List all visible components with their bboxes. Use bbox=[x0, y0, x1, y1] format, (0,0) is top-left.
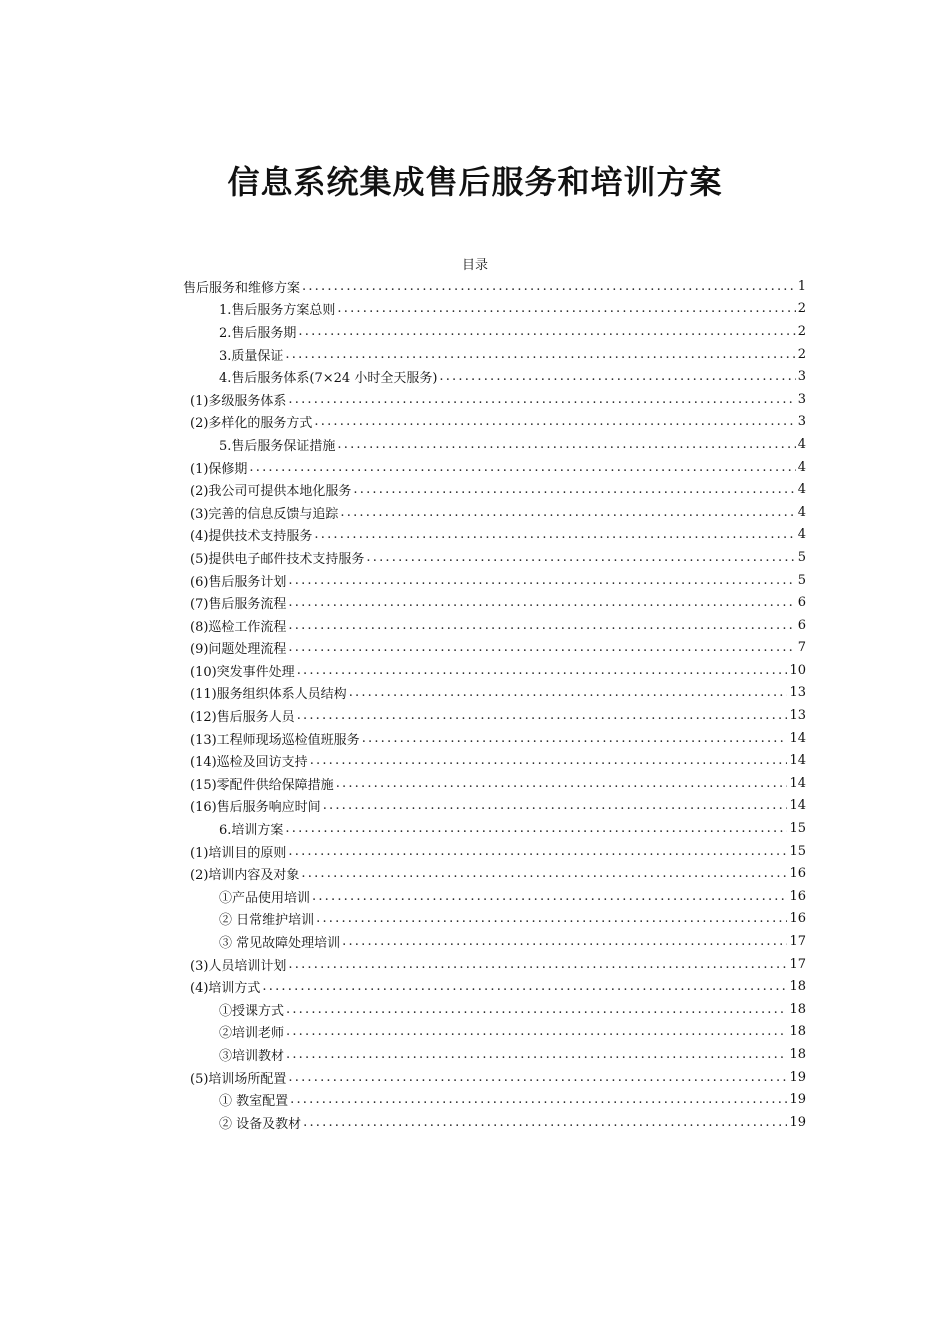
toc-entry-page: 2 bbox=[797, 323, 806, 339]
toc-entry-text: (1)保修期 bbox=[190, 461, 248, 477]
toc-entry[interactable] bbox=[183, 953, 806, 976]
toc-leader-dots bbox=[286, 1002, 787, 1017]
toc-entry-page: 16 bbox=[789, 866, 806, 882]
toc-entry-page: 5 bbox=[797, 572, 806, 588]
toc-entry[interactable] bbox=[183, 1088, 806, 1111]
toc-entry-page: 1 bbox=[797, 278, 806, 294]
toc-entry-page: 5 bbox=[797, 549, 806, 565]
toc-entry-page: 16 bbox=[789, 911, 806, 927]
toc-entry-page: 15 bbox=[789, 821, 806, 837]
toc-entry-page: 4 bbox=[797, 482, 806, 498]
toc-entry-text: (2)多样化的服务方式 bbox=[190, 416, 313, 432]
toc-entry-text: ① 教室配置 bbox=[219, 1094, 289, 1110]
toc-entry-text: (4)培训方式 bbox=[190, 981, 261, 997]
toc-entry[interactable] bbox=[183, 998, 806, 1021]
toc-entry[interactable] bbox=[183, 569, 806, 592]
toc-leader-dots bbox=[297, 708, 788, 723]
toc-entry-page: 17 bbox=[789, 934, 806, 950]
toc-leader-dots bbox=[288, 957, 787, 972]
toc-entry[interactable] bbox=[183, 908, 806, 931]
toc-entry[interactable] bbox=[183, 727, 806, 750]
toc-leader-dots bbox=[288, 573, 795, 588]
toc-entry-page: 3 bbox=[797, 391, 806, 407]
toc-entry-page: 19 bbox=[789, 1092, 806, 1108]
toc-entry[interactable] bbox=[183, 388, 806, 411]
toc-entry-page: 18 bbox=[789, 1001, 806, 1017]
toc-entry[interactable] bbox=[183, 433, 806, 456]
toc-entry-text: 1.售后服务方案总则 bbox=[219, 303, 336, 319]
toc-entry-page: 4 bbox=[797, 504, 806, 520]
toc-entry-page: 14 bbox=[789, 730, 806, 746]
toc-entry-text: 售后服务和维修方案 bbox=[183, 280, 301, 296]
toc-leader-dots bbox=[314, 414, 795, 429]
toc-entry-text: (12)售后服务人员 bbox=[190, 710, 295, 726]
toc-entry[interactable] bbox=[183, 975, 806, 998]
toc-entry-text: (2)我公司可提供本地化服务 bbox=[190, 484, 352, 500]
table-of-contents bbox=[183, 275, 806, 1134]
toc-leader-dots bbox=[353, 482, 795, 497]
toc-entry-text: (5)提供电子邮件技术支持服务 bbox=[190, 551, 365, 567]
toc-entry-text: ③培训教材 bbox=[219, 1048, 285, 1064]
toc-entry-text: (2)培训内容及对象 bbox=[190, 868, 300, 884]
toc-leader-dots bbox=[316, 911, 787, 926]
toc-entry[interactable] bbox=[183, 1021, 806, 1044]
toc-leader-dots bbox=[366, 550, 795, 565]
toc-entry-page: 14 bbox=[789, 775, 806, 791]
toc-entry[interactable] bbox=[183, 320, 806, 343]
toc-entry[interactable] bbox=[183, 591, 806, 614]
toc-entry-page: 4 bbox=[797, 459, 806, 475]
toc-entry-page: 6 bbox=[797, 595, 806, 611]
toc-leader-dots bbox=[342, 934, 787, 949]
toc-entry[interactable] bbox=[183, 501, 806, 524]
toc-entry-page: 19 bbox=[789, 1114, 806, 1130]
toc-entry-text: (1)培训目的原则 bbox=[190, 845, 287, 861]
toc-entry-text: (3)人员培训计划 bbox=[190, 958, 287, 974]
toc-entry[interactable] bbox=[183, 637, 806, 660]
toc-entry-page: 14 bbox=[789, 753, 806, 769]
toc-entry-text: 3.质量保证 bbox=[219, 348, 284, 364]
toc-entry-text: 5.售后服务保证措施 bbox=[219, 438, 336, 454]
toc-entry[interactable] bbox=[183, 478, 806, 501]
toc-entry[interactable] bbox=[183, 772, 806, 795]
toc-entry[interactable] bbox=[183, 614, 806, 637]
toc-entry-text: 6.培训方案 bbox=[219, 823, 284, 839]
toc-entry[interactable] bbox=[183, 749, 806, 772]
toc-entry[interactable] bbox=[183, 456, 806, 479]
toc-entry-page: 4 bbox=[797, 436, 806, 452]
toc-entry-page: 18 bbox=[789, 979, 806, 995]
toc-entry-text: (15)零配件供给保障措施 bbox=[190, 777, 334, 793]
toc-entry-text: (11)服务组织体系人员结构 bbox=[190, 687, 347, 703]
toc-leader-dots bbox=[312, 889, 787, 904]
toc-entry-page: 7 bbox=[797, 640, 806, 656]
toc-entry-text: ② 日常维护培训 bbox=[219, 913, 315, 929]
toc-leader-dots bbox=[288, 618, 795, 633]
toc-leader-dots bbox=[288, 392, 795, 407]
toc-leader-dots bbox=[288, 595, 795, 610]
toc-entry-page: 14 bbox=[789, 798, 806, 814]
toc-leader-dots bbox=[297, 663, 788, 678]
toc-entry-page: 16 bbox=[789, 888, 806, 904]
toc-entry-text: (5)培训场所配置 bbox=[190, 1071, 287, 1087]
toc-entry-text: (9)问题处理流程 bbox=[190, 642, 287, 658]
toc-entry-text: (6)售后服务计划 bbox=[190, 574, 287, 590]
toc-entry-text: (13)工程师现场巡检值班服务 bbox=[190, 732, 360, 748]
toc-leader-dots bbox=[310, 753, 788, 768]
toc-entry[interactable] bbox=[183, 275, 806, 298]
toc-leader-dots bbox=[303, 1115, 787, 1130]
toc-entry[interactable] bbox=[183, 885, 806, 908]
toc-leader-dots bbox=[340, 505, 795, 520]
toc-entry-text: (14)巡检及回访支持 bbox=[190, 755, 308, 771]
toc-leader-dots bbox=[249, 460, 795, 475]
toc-entry-text: ③ 常见故障处理培训 bbox=[219, 936, 341, 952]
toc-leader-dots bbox=[314, 527, 795, 542]
toc-entry[interactable] bbox=[183, 817, 806, 840]
toc-entry[interactable] bbox=[183, 682, 806, 705]
toc-entry[interactable] bbox=[183, 1066, 806, 1089]
toc-entry-page: 15 bbox=[789, 843, 806, 859]
toc-entry[interactable] bbox=[183, 546, 806, 569]
toc-entry[interactable] bbox=[183, 411, 806, 434]
toc-entry[interactable] bbox=[183, 704, 806, 727]
toc-leader-dots bbox=[286, 1047, 787, 1062]
toc-entry-page: 18 bbox=[789, 1024, 806, 1040]
toc-leader-dots bbox=[439, 369, 795, 384]
toc-entry-text: (10)突发事件处理 bbox=[190, 664, 295, 680]
toc-leader-dots bbox=[337, 301, 795, 316]
toc-entry-page: 18 bbox=[789, 1046, 806, 1062]
toc-entry-page: 19 bbox=[789, 1069, 806, 1085]
toc-leader-dots bbox=[290, 1092, 787, 1107]
toc-entry[interactable] bbox=[183, 840, 806, 863]
toc-leader-dots bbox=[286, 1024, 787, 1039]
toc-entry-page: 4 bbox=[797, 527, 806, 543]
toc-entry[interactable] bbox=[183, 1043, 806, 1066]
toc-leader-dots bbox=[285, 347, 795, 362]
toc-entry-page: 2 bbox=[797, 346, 806, 362]
toc-entry-text: (7)售后服务流程 bbox=[190, 597, 287, 613]
toc-entry[interactable] bbox=[183, 930, 806, 953]
toc-leader-dots bbox=[337, 437, 795, 452]
toc-entry[interactable] bbox=[183, 795, 806, 818]
toc-leader-dots bbox=[288, 844, 787, 859]
toc-entry-text: ② 设备及教材 bbox=[219, 1116, 302, 1132]
toc-entry-page: 6 bbox=[797, 617, 806, 633]
toc-leader-dots bbox=[262, 979, 787, 994]
toc-entry[interactable] bbox=[183, 862, 806, 885]
toc-entry-text: 2.售后服务期 bbox=[219, 325, 297, 341]
toc-leader-dots bbox=[349, 685, 788, 700]
toc-entry-text: (1)多级服务体系 bbox=[190, 393, 287, 409]
toc-entry[interactable] bbox=[183, 524, 806, 547]
toc-entry[interactable] bbox=[183, 659, 806, 682]
toc-entry-text: ①授课方式 bbox=[219, 1003, 285, 1019]
toc-heading: 目录 bbox=[461, 258, 488, 273]
toc-leader-dots bbox=[298, 324, 795, 339]
toc-entry-text: 4.售后服务体系(7×24 小时全天服务) bbox=[219, 371, 438, 387]
toc-entry-page: 13 bbox=[789, 708, 806, 724]
document-title: 信息系统集成售后服务和培训方案 bbox=[227, 163, 723, 202]
toc-entry-text: (3)完善的信息反馈与追踪 bbox=[190, 506, 339, 522]
toc-entry-page: 2 bbox=[797, 301, 806, 317]
toc-leader-dots bbox=[302, 279, 796, 294]
toc-leader-dots bbox=[301, 866, 787, 881]
toc-leader-dots bbox=[288, 1070, 787, 1085]
toc-entry-text: ②培训老师 bbox=[219, 1026, 285, 1042]
toc-leader-dots bbox=[285, 821, 787, 836]
toc-leader-dots bbox=[323, 798, 788, 813]
toc-entry-page: 13 bbox=[789, 685, 806, 701]
toc-entry-text: (8)巡检工作流程 bbox=[190, 619, 287, 635]
toc-entry-page: 17 bbox=[789, 956, 806, 972]
toc-entry-text: (4)提供技术支持服务 bbox=[190, 529, 313, 545]
toc-entry-text: (16)售后服务响应时间 bbox=[190, 800, 321, 816]
toc-leader-dots bbox=[362, 731, 788, 746]
toc-entry-page: 3 bbox=[797, 414, 806, 430]
toc-leader-dots bbox=[336, 776, 788, 791]
toc-entry[interactable] bbox=[183, 365, 806, 388]
toc-entry-text: ①产品使用培训 bbox=[219, 890, 311, 906]
toc-entry[interactable] bbox=[183, 1111, 806, 1134]
toc-entry[interactable] bbox=[183, 343, 806, 366]
toc-entry-page: 3 bbox=[797, 369, 806, 385]
toc-entry[interactable] bbox=[183, 298, 806, 321]
toc-entry-page: 10 bbox=[789, 662, 806, 678]
toc-leader-dots bbox=[288, 640, 795, 655]
